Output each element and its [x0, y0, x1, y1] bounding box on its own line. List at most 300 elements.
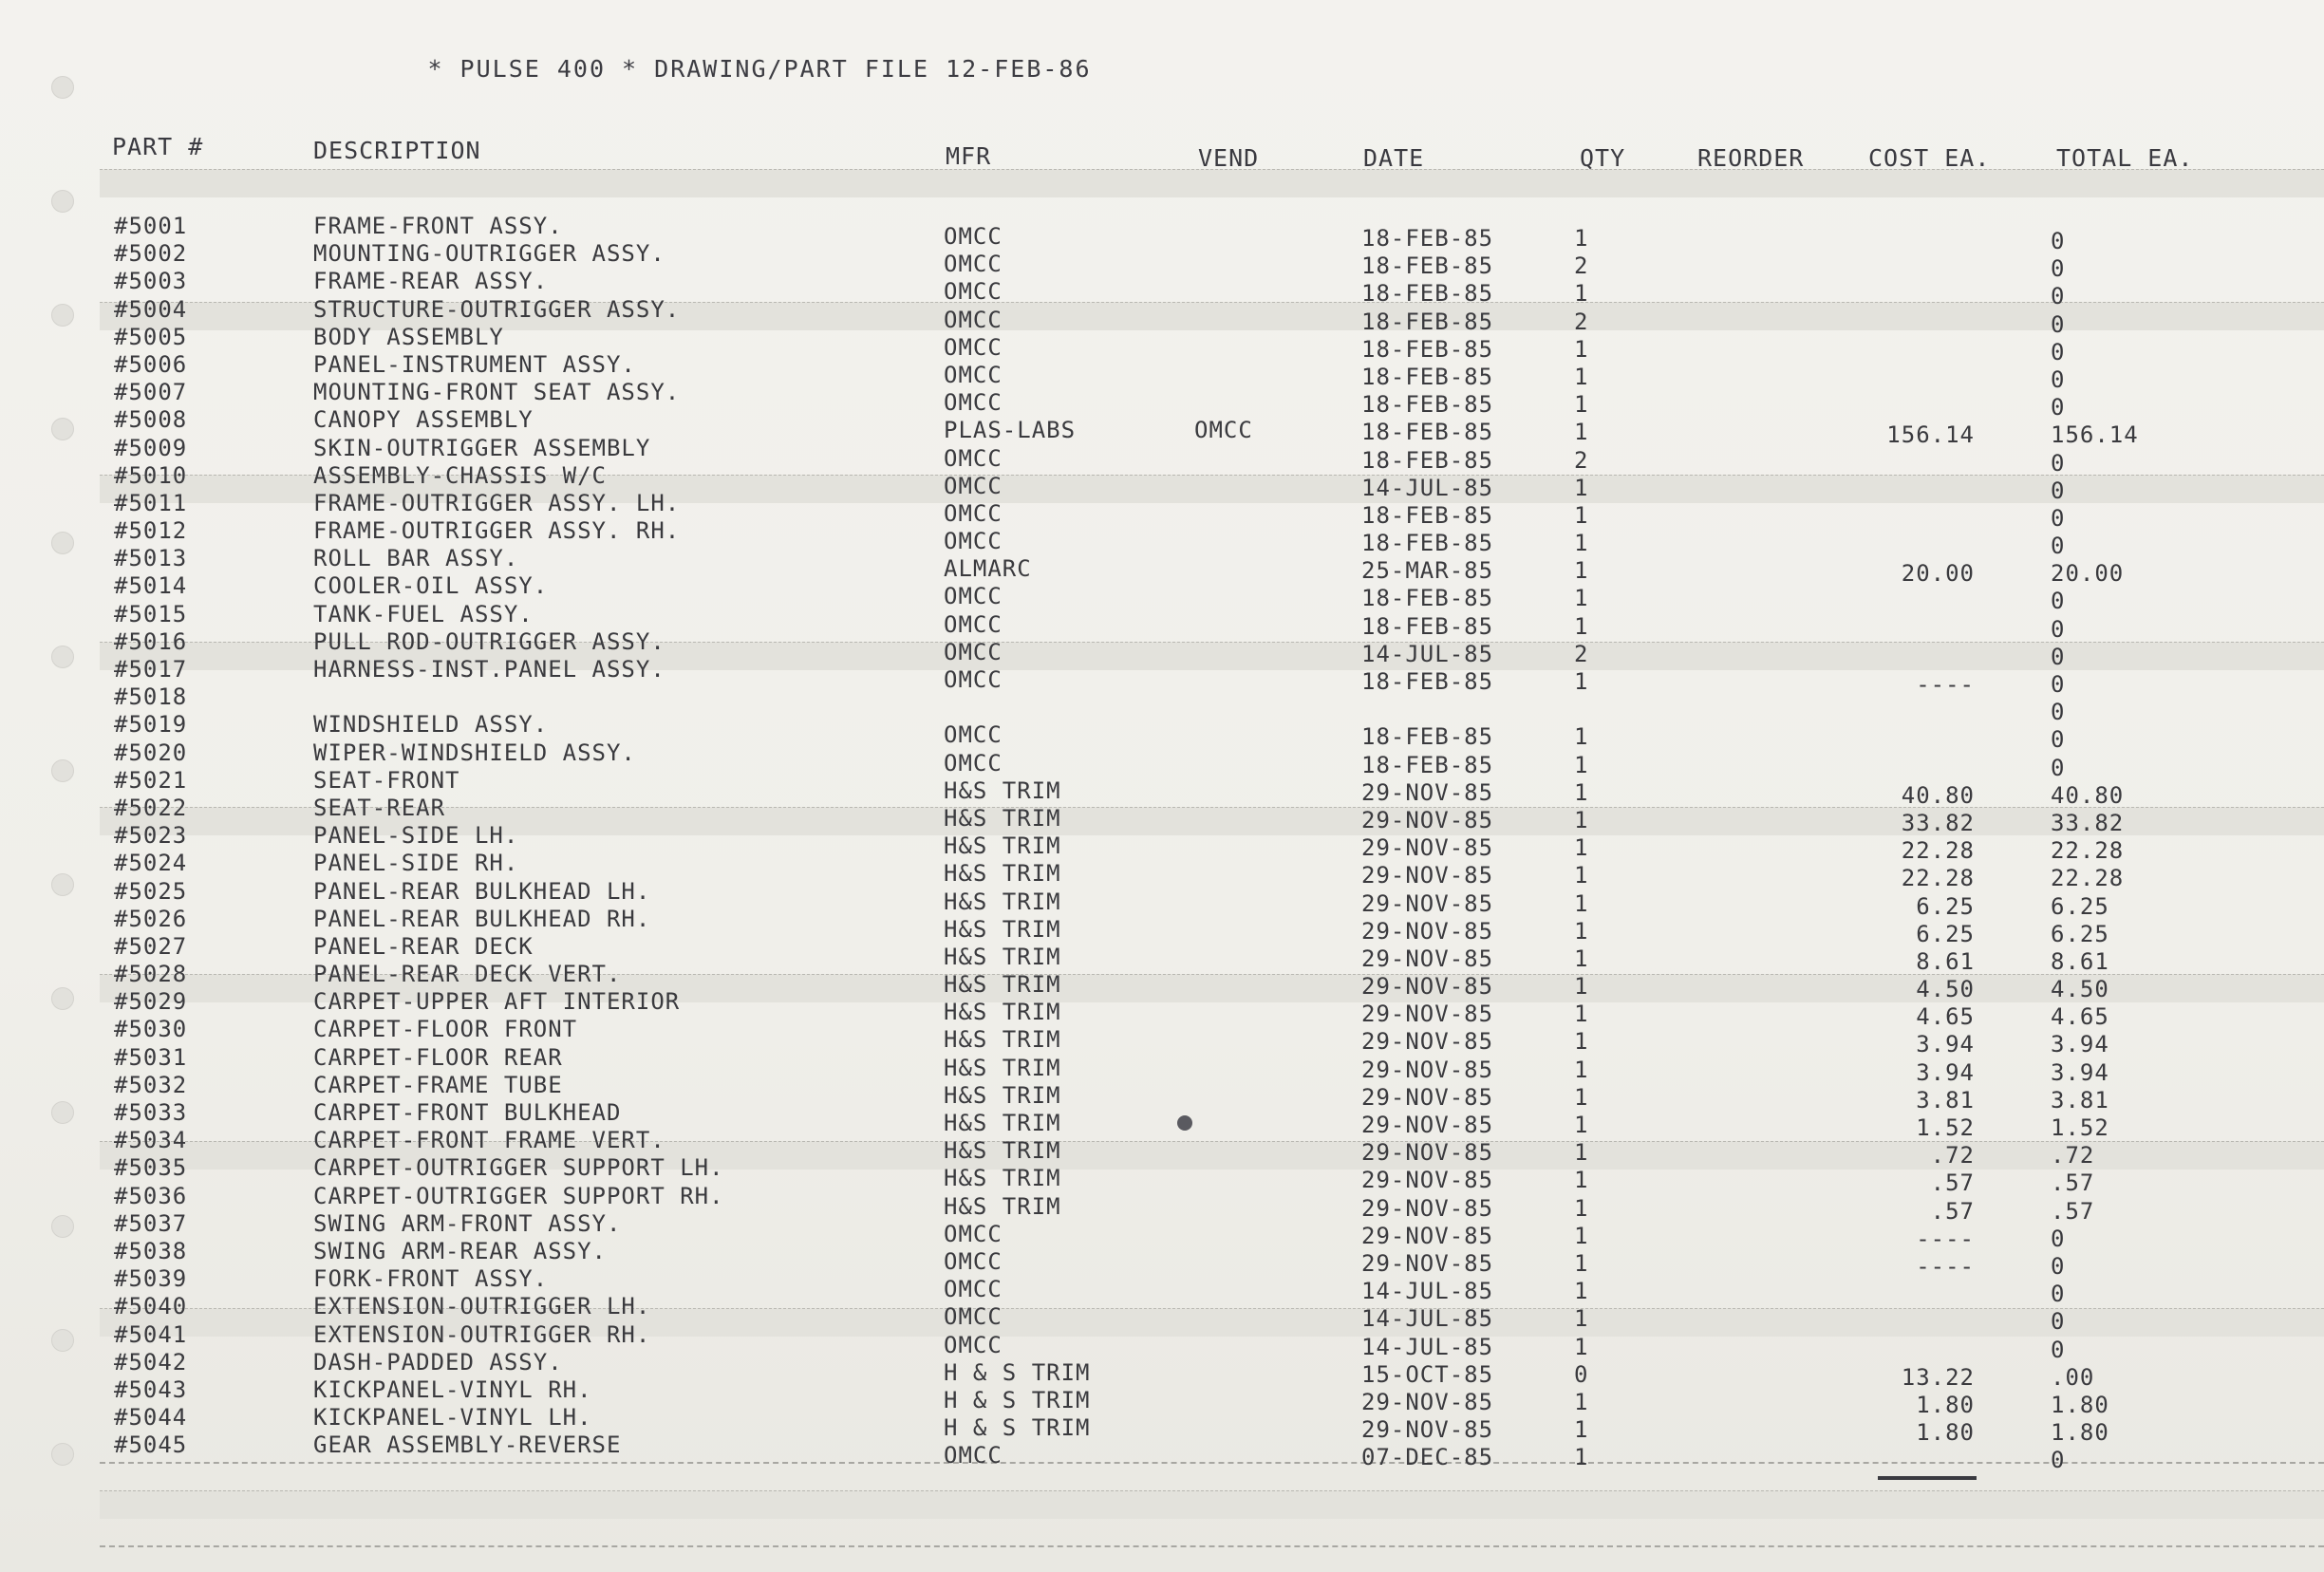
- quantity: 1: [1574, 419, 1589, 446]
- part-date: 18-FEB-85: [1361, 446, 1494, 474]
- quantity: 2: [1574, 308, 1589, 335]
- part-date: 18-FEB-85: [1361, 391, 1494, 419]
- part-description: CANOPY ASSEMBLY: [313, 406, 534, 434]
- manufacturer: OMCC: [944, 749, 1003, 777]
- part-number: #5013: [114, 545, 188, 572]
- part-number: #5038: [114, 1237, 188, 1264]
- part-date: 18-FEB-85: [1361, 225, 1494, 252]
- quantity: 1: [1574, 806, 1589, 833]
- manufacturer: H & S TRIM: [944, 1386, 1091, 1413]
- total-each: 0: [2051, 283, 2066, 310]
- manufacturer: OMCC: [944, 278, 1003, 306]
- part-number: #5040: [114, 1293, 188, 1320]
- quantity: 1: [1574, 1388, 1589, 1415]
- cost-each: 1.52: [1916, 1114, 1975, 1141]
- part-date: 29-NOV-85: [1361, 862, 1494, 889]
- part-description: STRUCTURE-OUTRIGGER ASSY.: [313, 295, 681, 323]
- part-date: 29-NOV-85: [1361, 778, 1494, 806]
- total-each: 1.52: [2051, 1114, 2109, 1141]
- quantity: 1: [1574, 1194, 1589, 1222]
- part-description: CARPET-FRONT FRAME VERT.: [313, 1127, 665, 1154]
- cost-each: 4.65: [1916, 1003, 1975, 1031]
- part-description: ROLL BAR ASSY.: [313, 545, 519, 572]
- total-each: 0: [2051, 588, 2066, 615]
- quantity: 1: [1574, 751, 1589, 778]
- quantity: 1: [1574, 612, 1589, 640]
- manufacturer: OMCC: [944, 444, 1003, 472]
- part-description: BODY ASSEMBLY: [313, 323, 504, 350]
- manufacturer: OMCC: [944, 1247, 1003, 1275]
- quantity: 1: [1574, 862, 1589, 889]
- part-date: 29-NOV-85: [1361, 1388, 1494, 1415]
- part-description: PANEL-SIDE RH.: [313, 850, 519, 877]
- part-number: #5029: [114, 988, 188, 1016]
- part-description: WINDSHIELD ASSY.: [313, 711, 549, 739]
- manufacturer: H&S TRIM: [944, 1137, 1061, 1165]
- cost-each: 20.00: [1901, 560, 1975, 588]
- part-number: #5003: [114, 268, 188, 295]
- part-date: 29-NOV-85: [1361, 1056, 1494, 1083]
- part-date: 29-NOV-85: [1361, 973, 1494, 1001]
- part-number: #5017: [114, 656, 188, 683]
- part-description: PANEL-REAR DECK: [313, 932, 534, 960]
- cost-each: ----: [1916, 671, 1975, 698]
- part-description: CARPET-FRONT BULKHEAD: [313, 1099, 622, 1126]
- part-description: FORK-FRONT ASSY.: [313, 1265, 549, 1293]
- total-each: 8.61: [2051, 947, 2109, 975]
- cost-each: 6.25: [1916, 892, 1975, 920]
- total-each: 3.94: [2051, 1058, 2109, 1086]
- part-number: #5030: [114, 1016, 188, 1043]
- cost-each: 3.94: [1916, 1031, 1975, 1058]
- manufacturer: H&S TRIM: [944, 888, 1061, 915]
- table-bottom-rule: [100, 1462, 2324, 1464]
- part-date: 07-DEC-85: [1361, 1444, 1494, 1471]
- part-description: PANEL-SIDE LH.: [313, 822, 519, 850]
- total-underline: [1878, 1476, 1977, 1480]
- report-title: * PULSE 400 * DRAWING/PART FILE 12-FEB-86: [427, 55, 1092, 83]
- total-each: 0: [2051, 1252, 2066, 1280]
- total-each: 156.14: [2051, 421, 2139, 449]
- part-number: #5026: [114, 905, 188, 932]
- part-description: GEAR ASSEMBLY-REVERSE: [313, 1432, 622, 1459]
- quantity: 1: [1574, 225, 1589, 252]
- feed-hole: [51, 190, 74, 213]
- part-description: FRAME-OUTRIGGER ASSY. LH.: [313, 489, 681, 516]
- quantity: 2: [1574, 253, 1589, 280]
- part-number: #5012: [114, 517, 188, 545]
- part-description: CARPET-UPPER AFT INTERIOR: [313, 988, 681, 1016]
- cost-each: .57: [1930, 1197, 1975, 1225]
- total-each: 33.82: [2051, 809, 2125, 836]
- part-number: #5009: [114, 434, 188, 461]
- part-number: #5036: [114, 1182, 188, 1209]
- header-vend: VEND: [1198, 144, 1260, 172]
- part-date: 29-NOV-85: [1361, 1028, 1494, 1056]
- part-description: CARPET-OUTRIGGER SUPPORT RH.: [313, 1182, 724, 1209]
- manufacturer: OMCC: [944, 1220, 1003, 1247]
- quantity: 1: [1574, 1249, 1589, 1277]
- cost-each: .57: [1930, 1170, 1975, 1197]
- part-description: SKIN-OUTRIGGER ASSEMBLY: [313, 434, 651, 461]
- part-number: #5020: [114, 739, 188, 766]
- total-each: 22.28: [2051, 865, 2125, 892]
- part-date: 15-OCT-85: [1361, 1360, 1494, 1388]
- part-date: 18-FEB-85: [1361, 723, 1494, 751]
- total-each: 0: [2051, 255, 2066, 283]
- part-description: CARPET-OUTRIGGER SUPPORT LH.: [313, 1154, 724, 1182]
- part-description: TANK-FUEL ASSY.: [313, 600, 534, 627]
- manufacturer: H&S TRIM: [944, 1110, 1061, 1136]
- part-date: 29-NOV-85: [1361, 806, 1494, 833]
- total-each: 0: [2051, 365, 2066, 393]
- cost-each: 22.28: [1901, 837, 1975, 865]
- part-description: CARPET-FLOOR FRONT: [313, 1016, 578, 1043]
- quantity: 1: [1574, 1056, 1589, 1083]
- manufacturer: H&S TRIM: [944, 804, 1061, 832]
- total-each: 0: [2051, 1336, 2066, 1363]
- part-date: 18-FEB-85: [1361, 253, 1494, 280]
- quantity: 1: [1574, 1444, 1589, 1471]
- part-date: 18-FEB-85: [1361, 308, 1494, 335]
- part-description: PULL ROD-OUTRIGGER ASSY.: [313, 627, 665, 655]
- part-number: #5005: [114, 323, 188, 350]
- cost-each: 156.14: [1886, 421, 1975, 449]
- quantity: 1: [1574, 917, 1589, 945]
- part-description: PANEL-INSTRUMENT ASSY.: [313, 350, 636, 378]
- total-each: 0: [2051, 228, 2066, 254]
- total-each: 6.25: [2051, 892, 2109, 920]
- quantity: 1: [1574, 834, 1589, 862]
- part-date: 29-NOV-85: [1361, 1083, 1494, 1111]
- part-number: #5042: [114, 1348, 188, 1376]
- cost-each: 4.50: [1916, 976, 1975, 1003]
- total-each: 0: [2051, 338, 2066, 365]
- part-date: 29-NOV-85: [1361, 945, 1494, 972]
- part-number: #5043: [114, 1376, 188, 1403]
- total-each: .00: [2051, 1363, 2095, 1391]
- total-each: 3.94: [2051, 1031, 2109, 1058]
- part-number: #5037: [114, 1209, 188, 1237]
- quantity: 1: [1574, 889, 1589, 917]
- cost-each: .72: [1930, 1142, 1975, 1170]
- total-each: 0: [2051, 477, 2066, 504]
- part-description: PANEL-REAR DECK VERT.: [313, 961, 622, 988]
- total-each: 0: [2051, 310, 2066, 338]
- manufacturer: H&S TRIM: [944, 1165, 1061, 1192]
- part-description: HARNESS-INST.PANEL ASSY.: [313, 656, 665, 683]
- quantity: 1: [1574, 1333, 1589, 1360]
- cost-each: 1.80: [1916, 1419, 1975, 1447]
- part-description: EXTENSION-OUTRIGGER LH.: [313, 1293, 651, 1320]
- total-each: 1.80: [2051, 1419, 2109, 1447]
- manufacturer: OMCC: [944, 1442, 1003, 1469]
- part-description: MOUNTING-FRONT SEAT ASSY.: [313, 379, 681, 406]
- part-number: #5008: [114, 406, 188, 434]
- manufacturer: OMCC: [944, 721, 1003, 749]
- manufacturer: H&S TRIM: [944, 860, 1061, 888]
- part-date: 18-FEB-85: [1361, 363, 1494, 390]
- manufacturer: OMCC: [944, 389, 1003, 417]
- quantity: 1: [1574, 723, 1589, 751]
- quantity: 0: [1574, 1360, 1589, 1388]
- cost-each: ----: [1916, 1252, 1975, 1280]
- parts-table: [0, 213, 2324, 1474]
- part-number: #5014: [114, 572, 188, 600]
- part-date: 29-NOV-85: [1361, 1139, 1494, 1167]
- total-each: 0: [2051, 1281, 2066, 1308]
- part-description: KICKPANEL-VINYL LH.: [313, 1404, 592, 1432]
- total-each: 3.81: [2051, 1086, 2109, 1114]
- part-number: #5016: [114, 627, 188, 655]
- part-description: MOUNTING-OUTRIGGER ASSY.: [313, 240, 665, 268]
- manufacturer: OMCC: [944, 666, 1003, 693]
- part-number: #5032: [114, 1071, 188, 1098]
- header-reorder: REORDER: [1697, 144, 1805, 172]
- part-description: SEAT-REAR: [313, 794, 446, 821]
- total-each: 0: [2051, 671, 2066, 698]
- part-description: FRAME-OUTRIGGER ASSY. RH.: [313, 517, 681, 545]
- manufacturer: ALMARC: [944, 555, 1032, 583]
- total-each: 22.28: [2051, 837, 2125, 865]
- cost-each: 3.94: [1916, 1058, 1975, 1086]
- part-number: #5045: [114, 1432, 188, 1459]
- part-date: 29-NOV-85: [1361, 1416, 1494, 1444]
- part-date: 29-NOV-85: [1361, 1222, 1494, 1249]
- part-number: #5035: [114, 1154, 188, 1182]
- quantity: 1: [1574, 1112, 1589, 1138]
- part-date: 14-JUL-85: [1361, 1278, 1494, 1305]
- quantity: 1: [1574, 280, 1589, 308]
- manufacturer: OMCC: [944, 1276, 1003, 1303]
- part-description: PANEL-REAR BULKHEAD RH.: [313, 905, 651, 932]
- quantity: 2: [1574, 446, 1589, 474]
- total-each: 0: [2051, 504, 2066, 532]
- part-description: CARPET-FRAME TUBE: [313, 1071, 563, 1098]
- total-each: 4.50: [2051, 976, 2109, 1003]
- cost-each: 22.28: [1901, 865, 1975, 892]
- part-number: #5011: [114, 489, 188, 516]
- part-number: #5019: [114, 711, 188, 739]
- quantity: 1: [1574, 1001, 1589, 1028]
- part-description: ASSEMBLY-CHASSIS W/C: [313, 461, 607, 489]
- quantity: 1: [1574, 501, 1589, 529]
- part-number: #5041: [114, 1320, 188, 1348]
- part-number: #5033: [114, 1099, 188, 1126]
- manufacturer: H&S TRIM: [944, 915, 1061, 943]
- paper-band: [100, 169, 2324, 197]
- part-number: #5004: [114, 295, 188, 323]
- part-number: #5001: [114, 213, 188, 239]
- quantity: 1: [1574, 363, 1589, 390]
- manufacturer: PLAS-LABS: [944, 417, 1077, 444]
- quantity: 1: [1574, 474, 1589, 501]
- part-date: 14-JUL-85: [1361, 1305, 1494, 1333]
- total-each: 0: [2051, 1225, 2066, 1252]
- manufacturer: H&S TRIM: [944, 1054, 1061, 1081]
- part-description: SWING ARM-FRONT ASSY.: [313, 1209, 622, 1237]
- total-each: 0: [2051, 754, 2066, 781]
- part-number: #5025: [114, 877, 188, 905]
- total-each: 0: [2051, 726, 2066, 754]
- manufacturer: H&S TRIM: [944, 971, 1061, 999]
- paper-band: [100, 1490, 2324, 1519]
- part-date: 18-FEB-85: [1361, 419, 1494, 446]
- part-date: 18-FEB-85: [1361, 280, 1494, 308]
- quantity: 1: [1574, 391, 1589, 419]
- part-number: #5034: [114, 1127, 188, 1154]
- manufacturer: OMCC: [944, 361, 1003, 388]
- manufacturer: H & S TRIM: [944, 1414, 1091, 1442]
- quantity: 1: [1574, 530, 1589, 557]
- manufacturer: OMCC: [944, 306, 1003, 333]
- quantity: 1: [1574, 1416, 1589, 1444]
- quantity: 1: [1574, 1167, 1589, 1194]
- part-date: 14-JUL-85: [1361, 640, 1494, 667]
- part-number: #5039: [114, 1265, 188, 1293]
- manufacturer: H&S TRIM: [944, 943, 1061, 970]
- quantity: 1: [1574, 1139, 1589, 1167]
- total-each: .72: [2051, 1142, 2095, 1170]
- part-date: 29-NOV-85: [1361, 1001, 1494, 1028]
- manufacturer: OMCC: [944, 1331, 1003, 1358]
- quantity: 1: [1574, 778, 1589, 806]
- header-total-ea: TOTAL EA.: [2056, 144, 2194, 172]
- part-number: #5027: [114, 932, 188, 960]
- cost-each: 8.61: [1916, 947, 1975, 975]
- total-each: 4.65: [2051, 1003, 2109, 1031]
- quantity: 1: [1574, 1278, 1589, 1305]
- total-each: 20.00: [2051, 560, 2125, 588]
- ink-smudge: [1177, 1115, 1192, 1131]
- manufacturer: OMCC: [944, 472, 1003, 499]
- quantity: 1: [1574, 557, 1589, 585]
- part-number: #5024: [114, 850, 188, 877]
- total-each: 1.80: [2051, 1391, 2109, 1418]
- cost-each: 1.80: [1916, 1391, 1975, 1418]
- manufacturer: OMCC: [944, 499, 1003, 527]
- manufacturer: OMCC: [944, 223, 1003, 250]
- part-date: 18-FEB-85: [1361, 501, 1494, 529]
- part-date: 29-NOV-85: [1361, 1194, 1494, 1222]
- manufacturer: H&S TRIM: [944, 1026, 1061, 1054]
- part-number: #5015: [114, 600, 188, 627]
- quantity: 1: [1574, 1305, 1589, 1333]
- part-date: 18-FEB-85: [1361, 751, 1494, 778]
- page-bottom-rule: [100, 1545, 2324, 1547]
- part-number: #5028: [114, 961, 188, 988]
- quantity: 1: [1574, 668, 1589, 695]
- cost-each: 33.82: [1901, 809, 1975, 836]
- part-date: 18-FEB-85: [1361, 668, 1494, 695]
- total-each: 0: [2051, 449, 2066, 477]
- part-description: COOLER-OIL ASSY.: [313, 572, 549, 600]
- quantity: 2: [1574, 640, 1589, 667]
- part-description: DASH-PADDED ASSY.: [313, 1348, 563, 1376]
- part-date: 18-FEB-85: [1361, 612, 1494, 640]
- manufacturer: H&S TRIM: [944, 1081, 1061, 1109]
- part-date: 29-NOV-85: [1361, 834, 1494, 862]
- part-date: 14-JUL-85: [1361, 1333, 1494, 1360]
- total-each: .57: [2051, 1197, 2095, 1225]
- part-number: #5018: [114, 683, 188, 711]
- part-date: 18-FEB-85: [1361, 335, 1494, 363]
- header-description: DESCRIPTION: [313, 137, 481, 164]
- header-date: DATE: [1363, 144, 1425, 172]
- table-row: [0, 1432, 2324, 1474]
- total-each: 0: [2051, 643, 2066, 670]
- quantity: 1: [1574, 945, 1589, 972]
- part-number: #5023: [114, 822, 188, 850]
- total-each: 0: [2051, 615, 2066, 643]
- manufacturer: H&S TRIM: [944, 1192, 1061, 1220]
- part-description: CARPET-FLOOR REAR: [313, 1043, 563, 1071]
- part-date: 18-FEB-85: [1361, 585, 1494, 612]
- cost-each: ----: [1916, 1225, 1975, 1252]
- part-description: EXTENSION-OUTRIGGER RH.: [313, 1320, 651, 1348]
- total-each: 0: [2051, 394, 2066, 421]
- part-date: 29-NOV-85: [1361, 917, 1494, 945]
- quantity: 1: [1574, 585, 1589, 612]
- part-date: 29-NOV-85: [1361, 889, 1494, 917]
- part-description: WIPER-WINDSHIELD ASSY.: [313, 739, 636, 766]
- part-description: SEAT-FRONT: [313, 766, 460, 794]
- part-number: #5010: [114, 461, 188, 489]
- part-number: #5031: [114, 1043, 188, 1071]
- total-each: 6.25: [2051, 920, 2109, 947]
- quantity: 1: [1574, 1028, 1589, 1056]
- part-description: FRAME-REAR ASSY.: [313, 268, 549, 295]
- manufacturer: OMCC: [944, 333, 1003, 361]
- part-number: #5002: [114, 240, 188, 268]
- manufacturer: OMCC: [944, 528, 1003, 555]
- total-each: 40.80: [2051, 781, 2125, 809]
- total-each: 0: [2051, 699, 2066, 726]
- part-date: 25-MAR-85: [1361, 557, 1494, 585]
- manufacturer: H&S TRIM: [944, 833, 1061, 860]
- part-date: 29-NOV-85: [1361, 1112, 1494, 1138]
- part-number: #5007: [114, 379, 188, 406]
- total-each: 0: [2051, 1447, 2066, 1474]
- quantity: 1: [1574, 1083, 1589, 1111]
- total-each: 0: [2051, 533, 2066, 560]
- part-number: #5021: [114, 766, 188, 794]
- header-cost-ea: COST EA.: [1868, 144, 1991, 172]
- manufacturer: H&S TRIM: [944, 777, 1061, 804]
- part-description: PANEL-REAR BULKHEAD LH.: [313, 877, 651, 905]
- total-each: .57: [2051, 1170, 2095, 1197]
- part-date: 29-NOV-85: [1361, 1249, 1494, 1277]
- part-number: #5022: [114, 794, 188, 821]
- part-date: 29-NOV-85: [1361, 1167, 1494, 1194]
- part-description: FRAME-FRONT ASSY.: [313, 213, 563, 239]
- manufacturer: OMCC: [944, 610, 1003, 638]
- cost-each: 40.80: [1901, 781, 1975, 809]
- cost-each: 13.22: [1901, 1363, 1975, 1391]
- cost-each: 6.25: [1916, 920, 1975, 947]
- quantity: 1: [1574, 973, 1589, 1001]
- manufacturer: H&S TRIM: [944, 999, 1061, 1026]
- part-description: KICKPANEL-VINYL RH.: [313, 1376, 592, 1403]
- manufacturer: OMCC: [944, 1303, 1003, 1331]
- header-mfr: MFR: [946, 142, 992, 170]
- manufacturer: OMCC: [944, 638, 1003, 665]
- manufacturer: OMCC: [944, 251, 1003, 278]
- part-date: 14-JUL-85: [1361, 474, 1494, 501]
- vendor: OMCC: [1194, 417, 1253, 444]
- manufacturer: OMCC: [944, 583, 1003, 610]
- header-qty: QTY: [1580, 144, 1626, 172]
